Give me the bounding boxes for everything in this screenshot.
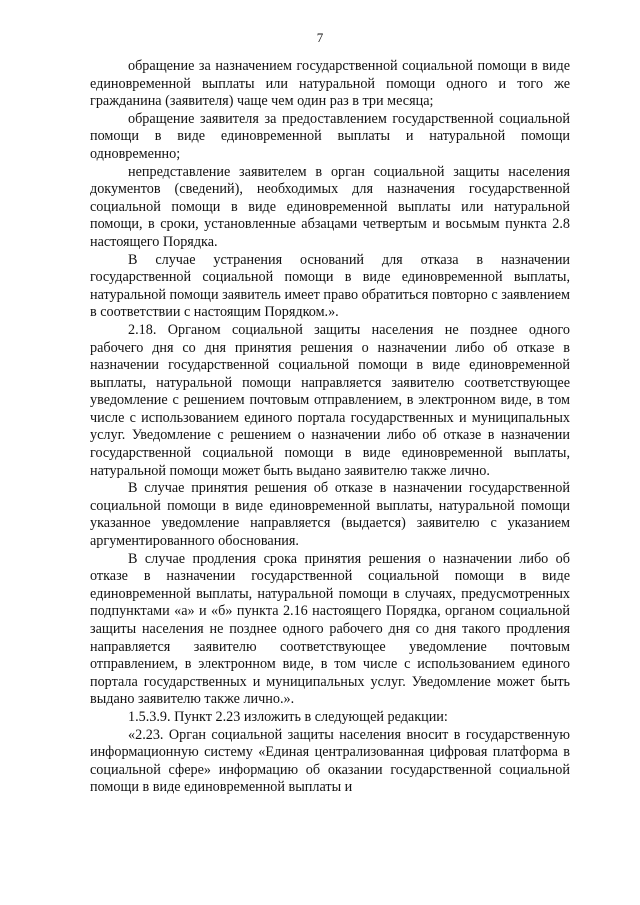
document-body <box>90 58 570 797</box>
page-number: 7 <box>316 30 324 45</box>
paragraph: непредставление заявителем в орган социальной защиты населения документов (сведений), необходимых для назначения государственной социальной помощи в виде единовременной выплаты или натуральной помощи, в сроки, установленные абзацами четвертым и восьмым пункта 2.8 настоящего Порядка. <box>90 163 570 250</box>
paragraph: обращение за назначением государственной социальной помощи в виде единовременной выплаты или натуральной помощи одного и того же гражданина (заявителя) чаще чем один раз в три месяца; <box>90 58 570 110</box>
paragraph: 2.18. Органом социальной защиты населения не позднее одного рабочего дня со дня принятия решения о назначении либо об отказе в назначении государственной социальной помощи в виде единовременной выплаты, натуральной помощи направляется заявителю соответствующее уведомление с решением почтовым отправлением, в электронном виде, в том числе с использованием единого портала государственных и муниципальных услуг. Уведомление с решением о назначении либо об отказе в назначении государственной социальной помощи в виде единовременной выплаты, натуральной помощи может быть выдано заявителю также лично. <box>90 321 570 479</box>
paragraph: «2.23. Орган социальной защиты населения вносит в государственную информационную систему «Единая централизованная цифровая платформа в социальной сфере» информацию об оказании государственной социальной помощи в виде единовременной выплаты и <box>90 726 570 796</box>
paragraph: В случае продления срока принятия решения о назначении либо об отказе в назначении государственной социальной помощи в виде единовременной выплаты, натуральной помощи в случаях, предусмотренных подпунктами «а» и «б» пункта 2.16 настоящего Порядка, органом социальной защиты населения не позднее одного рабочего дня со дня такого продления направляется заявителю соответствующее уведомление почтовым отправлением, в электронном виде, в том числе с использованием единого портала государственных и муниципальных услуг. Уведомление может быть выдано заявителю также лично.». <box>90 550 570 708</box>
paragraph: В случае принятия решения об отказе в назначении государственной социальной помощи в виде единовременной выплаты, натуральной помощи указанное уведомление направляется (выдается) заявителю с указанием аргументированного обоснования. <box>90 480 570 550</box>
paragraph: 1.5.3.9. Пункт 2.23 изложить в следующей редакции: <box>128 708 448 725</box>
paragraph: обращение заявителя за предоставлением государственной социальной помощи в виде единовременной выплаты и натуральной помощи одновременно; <box>90 110 570 162</box>
paragraph: В случае устранения оснований для отказа в назначении государственной социальной помощи в виде единовременной выплаты, натуральной помощи заявитель имеет право обратиться повторно с заявлением в соответствии с настоящим Порядком.». <box>90 251 570 321</box>
